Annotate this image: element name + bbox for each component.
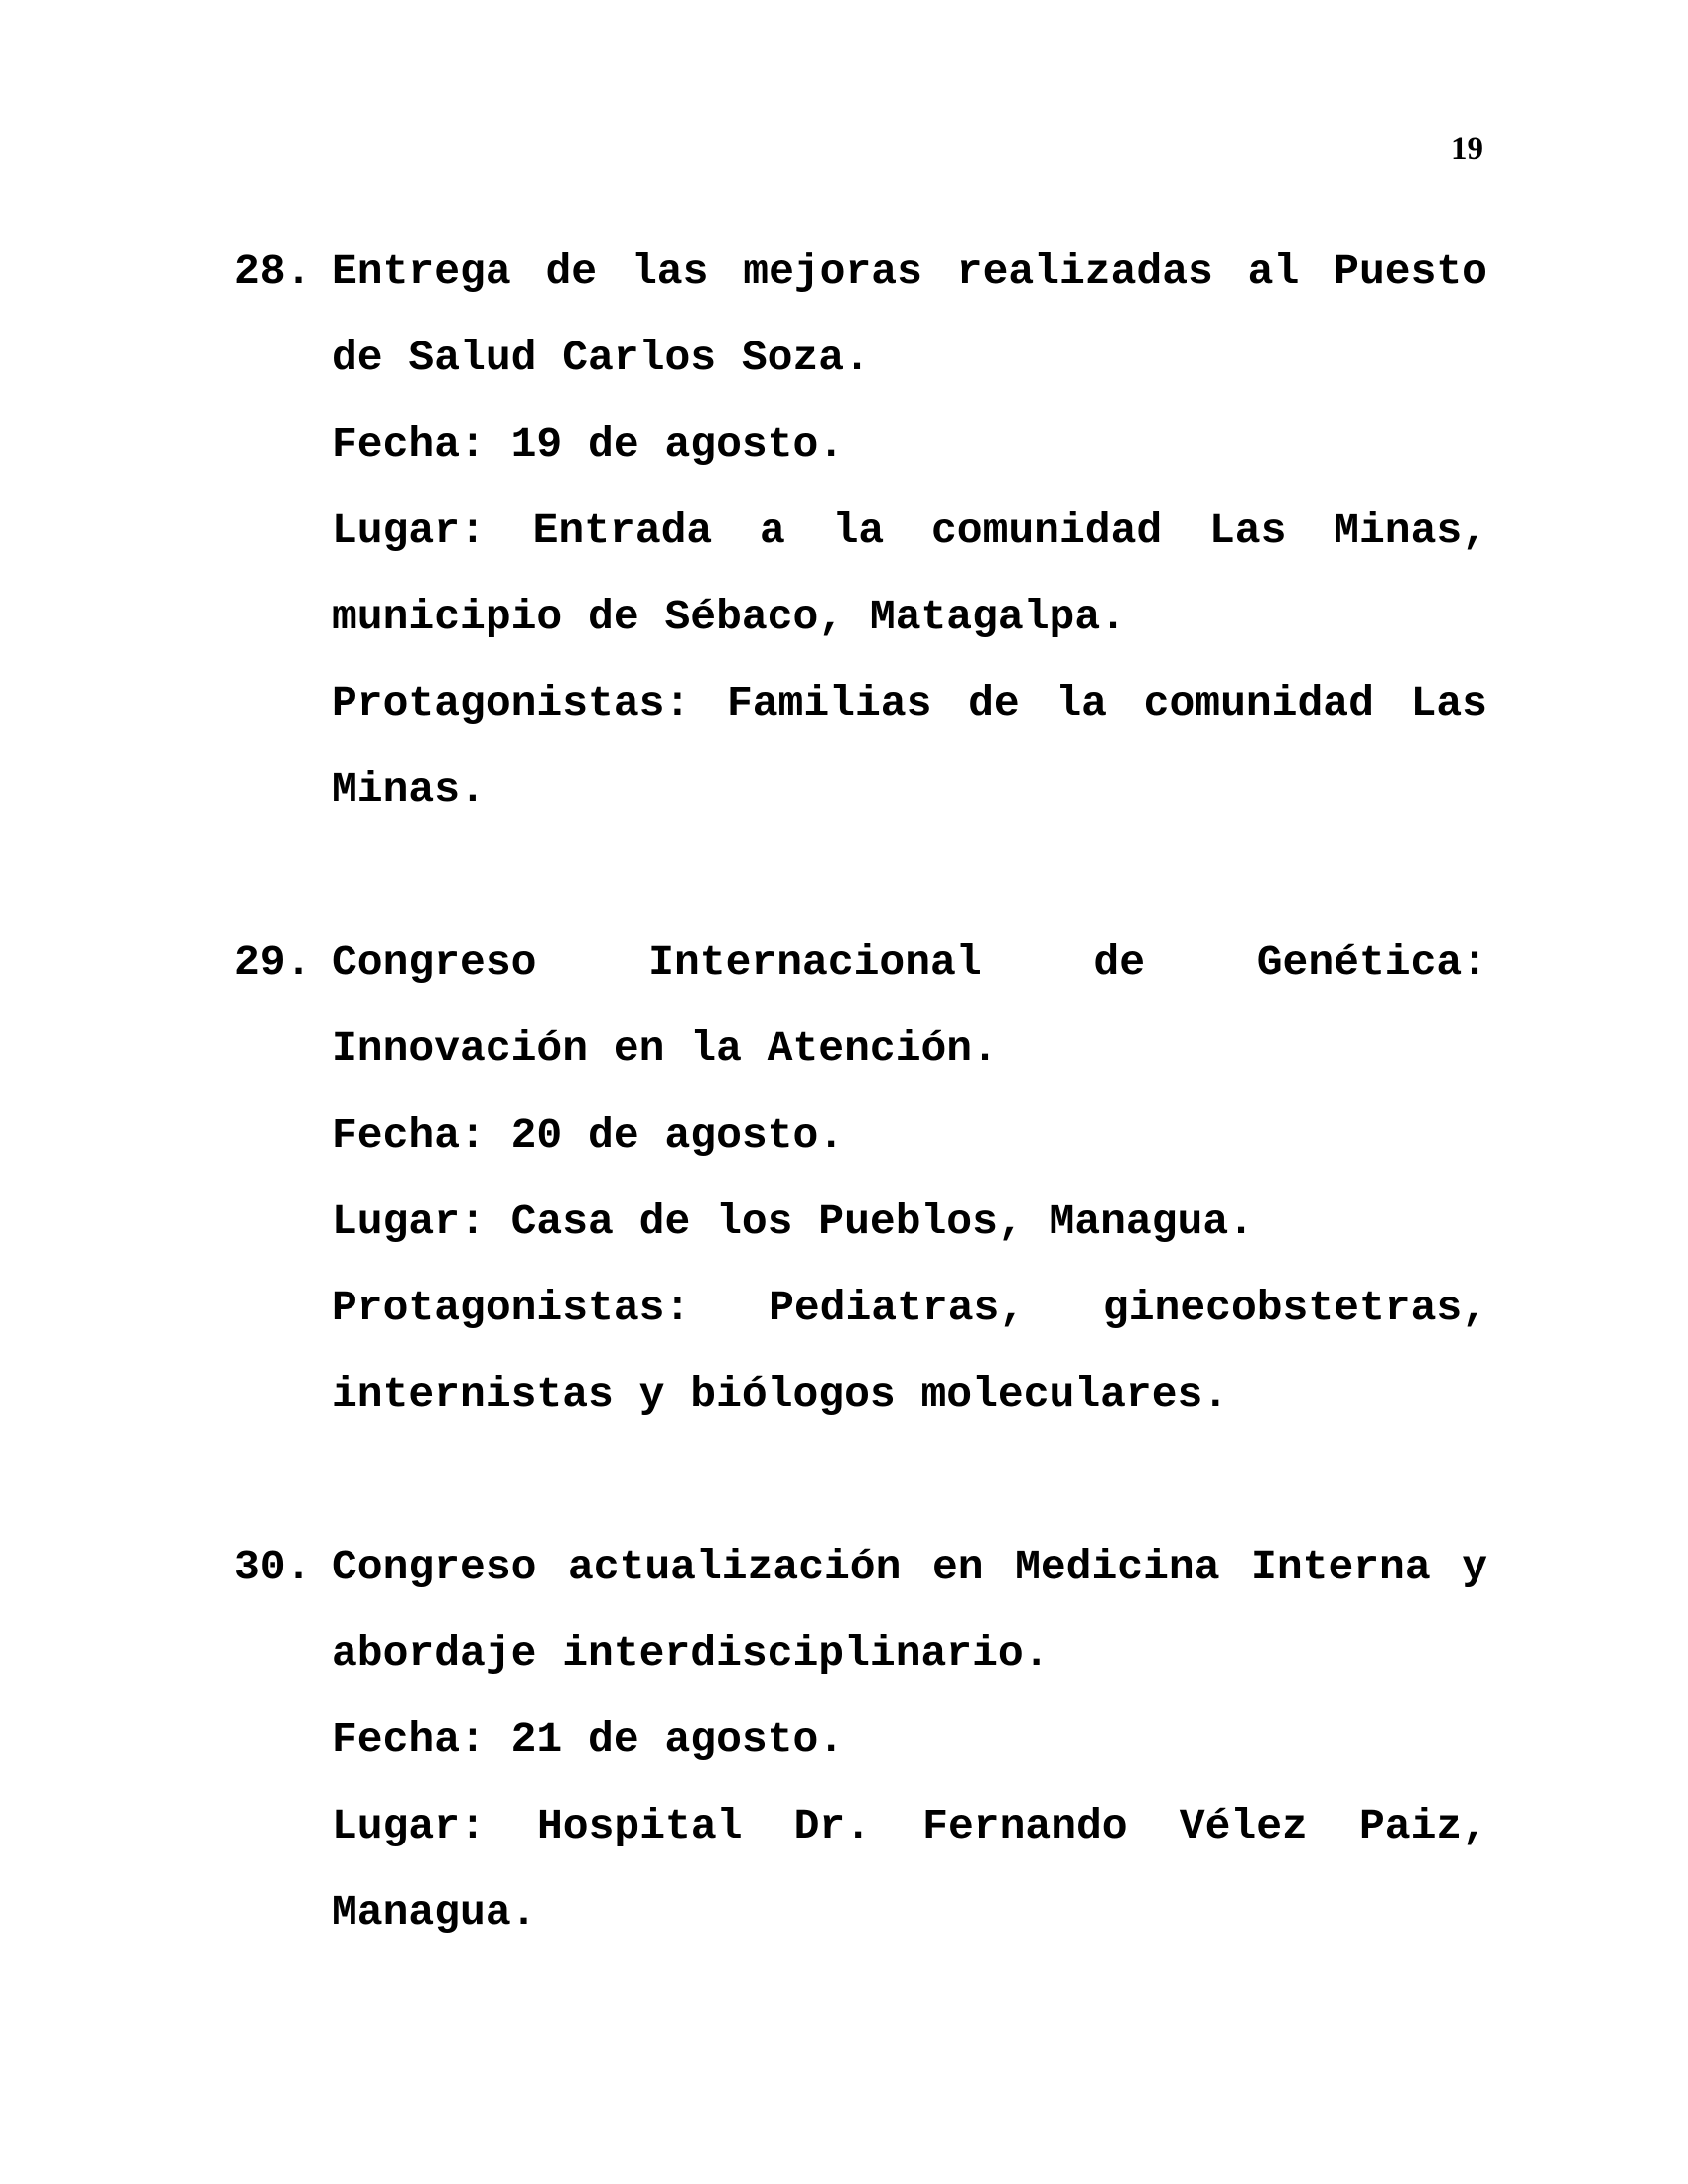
item-title: Congreso Internacional de Genética: Innovación en la Atención.	[332, 938, 1487, 1073]
item-number: 29.	[234, 938, 312, 987]
item-number: 30.	[234, 1543, 312, 1591]
item-place: Lugar: Casa de los Pueblos, Managua.	[332, 1197, 1254, 1246]
item-place: Lugar: Hospital Dr. Fernando Vélez Paiz, Managua.	[332, 1802, 1487, 1937]
item-body	[332, 1524, 1487, 1956]
item-body	[332, 228, 1487, 833]
item-date: Fecha: 21 de agosto.	[332, 1715, 845, 1764]
agenda-item	[234, 1524, 1487, 1956]
agenda-item	[234, 228, 1487, 833]
item-date: Fecha: 20 de agosto.	[332, 1111, 845, 1160]
item-place: Lugar: Entrada a la comunidad Las Minas, municipio de Sébaco, Matagalpa.	[332, 506, 1487, 641]
item-body	[332, 919, 1487, 1437]
agenda-item	[234, 919, 1487, 1437]
item-title: Congreso actualización en Medicina Interna y abordaje interdisciplinario.	[332, 1543, 1487, 1678]
item-participants: Protagonistas: Pediatras, ginecobstetras, internistas y biólogos moleculares.	[332, 1284, 1487, 1419]
item-title: Entrega de las mejoras realizadas al Puesto de Salud Carlos Soza.	[332, 247, 1487, 382]
item-date: Fecha: 19 de agosto.	[332, 420, 845, 469]
page-number: 19	[1451, 131, 1483, 167]
agenda-list	[234, 228, 1487, 2042]
item-number: 28.	[234, 247, 312, 296]
item-participants: Protagonistas: Familias de la comunidad Las Minas.	[332, 679, 1487, 814]
